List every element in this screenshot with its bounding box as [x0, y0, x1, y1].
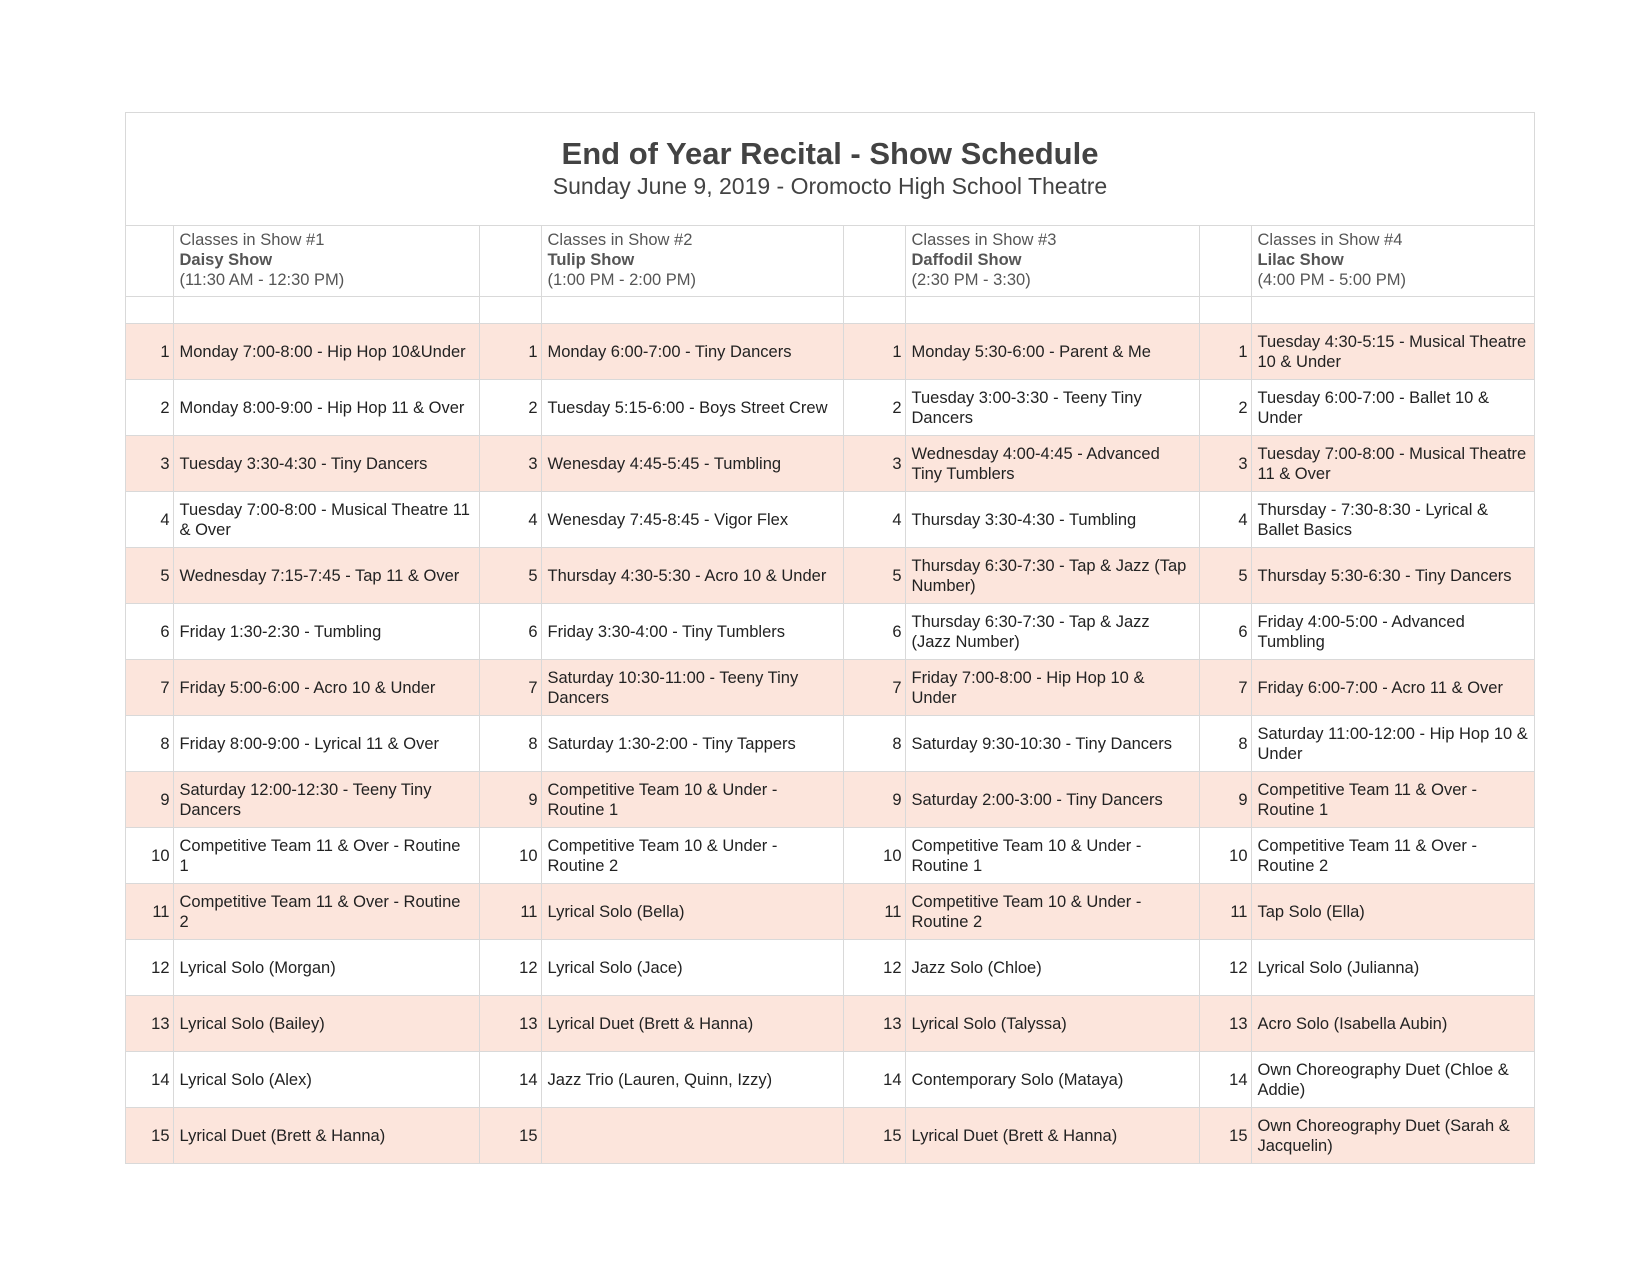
- show-header-cell[interactable]: [173, 226, 479, 297]
- class-item[interactable]: Lyrical Duet (Brett & Hanna): [173, 1108, 479, 1164]
- item-number: 11: [1199, 884, 1251, 940]
- schedule-sheet: [125, 112, 1535, 1164]
- item-number: 6: [126, 604, 173, 660]
- class-item[interactable]: Own Choreography Duet (Chloe & Addie): [1251, 1052, 1534, 1108]
- show-name: Daisy Show: [179, 251, 273, 269]
- show-header-cell[interactable]: [1251, 226, 1534, 297]
- page-subtitle: Sunday June 9, 2019 - Oromocto High School Theatre: [552, 173, 1108, 199]
- class-item[interactable]: Monday 6:00-7:00 - Tiny Dancers: [541, 324, 843, 380]
- class-item[interactable]: Own Choreography Duet (Sarah & Jacquelin): [1251, 1108, 1534, 1164]
- empty-cell: [479, 297, 541, 324]
- item-number: 4: [126, 492, 173, 548]
- class-item[interactable]: Competitive Team 10 & Under - Routine 1: [541, 772, 843, 828]
- item-number: 14: [479, 1052, 541, 1108]
- class-item[interactable]: Wednesday 4:00-4:45 - Advanced Tiny Tumblers: [905, 436, 1199, 492]
- table-row: [126, 940, 1534, 996]
- class-item[interactable]: Lyrical Solo (Bailey): [173, 996, 479, 1052]
- item-number: 2: [843, 380, 905, 436]
- schedule-table: [126, 226, 1534, 1163]
- page-title: End of Year Recital - Show Schedule: [561, 136, 1099, 171]
- class-item[interactable]: Tap Solo (Ella): [1251, 884, 1534, 940]
- show-time: (1:00 PM - 2:00 PM): [547, 271, 697, 289]
- table-row: [126, 492, 1534, 548]
- class-item[interactable]: Thursday 5:30-6:30 - Tiny Dancers: [1251, 548, 1534, 604]
- item-number: 5: [843, 548, 905, 604]
- class-item[interactable]: Lyrical Solo (Talyssa): [905, 996, 1199, 1052]
- item-number: 6: [843, 604, 905, 660]
- class-item[interactable]: Friday 6:00-7:00 - Acro 11 & Over: [1251, 660, 1534, 716]
- class-item[interactable]: Tuesday 7:00-8:00 - Musical Theatre 11 & Over: [173, 492, 479, 548]
- class-item[interactable]: Saturday 1:30-2:00 - Tiny Tappers: [541, 716, 843, 772]
- item-number: 8: [1199, 716, 1251, 772]
- class-item[interactable]: Saturday 10:30-11:00 - Teeny Tiny Dancers: [541, 660, 843, 716]
- class-item[interactable]: Contemporary Solo (Mataya): [905, 1052, 1199, 1108]
- class-item[interactable]: Saturday 9:30-10:30 - Tiny Dancers: [905, 716, 1199, 772]
- table-row: [126, 604, 1534, 660]
- item-number: 10: [843, 828, 905, 884]
- item-number: 2: [479, 380, 541, 436]
- item-number: 15: [843, 1108, 905, 1164]
- class-item[interactable]: Competitive Team 10 & Under - Routine 1: [905, 828, 1199, 884]
- show-caption: Classes in Show #2: [547, 231, 693, 249]
- show-time: (11:30 AM - 12:30 PM): [179, 271, 345, 289]
- table-row: [126, 548, 1534, 604]
- class-item[interactable]: Jazz Solo (Chloe): [905, 940, 1199, 996]
- empty-cell: [1251, 297, 1534, 324]
- item-number: 5: [479, 548, 541, 604]
- item-number: 14: [126, 1052, 173, 1108]
- class-item[interactable]: Wenesday 7:45-8:45 - Vigor Flex: [541, 492, 843, 548]
- class-item[interactable]: Tuesday 4:30-5:15 - Musical Theatre 10 & Under: [1251, 324, 1534, 380]
- item-number: 10: [1199, 828, 1251, 884]
- item-number: 15: [479, 1108, 541, 1164]
- empty-cell: [173, 297, 479, 324]
- class-item[interactable]: Friday 5:00-6:00 - Acro 10 & Under: [173, 660, 479, 716]
- show-name: Lilac Show: [1257, 251, 1344, 269]
- item-number: 8: [843, 716, 905, 772]
- class-item[interactable]: Friday 1:30-2:30 - Tumbling: [173, 604, 479, 660]
- table-row: [126, 772, 1534, 828]
- table-row: [126, 1108, 1534, 1164]
- class-item[interactable]: Lyrical Solo (Julianna): [1251, 940, 1534, 996]
- item-number: 2: [1199, 380, 1251, 436]
- item-number: 7: [479, 660, 541, 716]
- item-number: 3: [479, 436, 541, 492]
- class-item[interactable]: Friday 8:00-9:00 - Lyrical 11 & Over: [173, 716, 479, 772]
- class-item[interactable]: Competitive Team 11 & Over - Routine 2: [1251, 828, 1534, 884]
- class-item[interactable]: Saturday 2:00-3:00 - Tiny Dancers: [905, 772, 1199, 828]
- table-row: [126, 380, 1534, 436]
- item-number: 2: [126, 380, 173, 436]
- show-header-row: [126, 226, 1534, 297]
- empty-cell: [905, 297, 1199, 324]
- item-number: 10: [479, 828, 541, 884]
- class-item[interactable]: Friday 3:30-4:00 - Tiny Tumblers: [541, 604, 843, 660]
- show-time: (4:00 PM - 5:00 PM): [1257, 271, 1407, 289]
- item-number: 6: [1199, 604, 1251, 660]
- class-item[interactable]: Tuesday 7:00-8:00 - Musical Theatre 11 & Over: [1251, 436, 1534, 492]
- item-number: 1: [479, 324, 541, 380]
- class-item[interactable]: Saturday 11:00-12:00 - Hip Hop 10 & Under: [1251, 716, 1534, 772]
- item-number: 11: [126, 884, 173, 940]
- show-header-cell[interactable]: [541, 226, 843, 297]
- header-number-cell: [843, 226, 905, 297]
- item-number: 15: [1199, 1108, 1251, 1164]
- class-item[interactable]: Friday 4:00-5:00 - Advanced Tumbling: [1251, 604, 1534, 660]
- table-row: [126, 660, 1534, 716]
- item-number: 8: [479, 716, 541, 772]
- table-row: [126, 436, 1534, 492]
- class-item[interactable]: Wednesday 7:15-7:45 - Tap 11 & Over: [173, 548, 479, 604]
- item-number: 7: [126, 660, 173, 716]
- class-item[interactable]: Monday 8:00-9:00 - Hip Hop 11 & Over: [173, 380, 479, 436]
- item-number: 13: [126, 996, 173, 1052]
- table-row: [126, 716, 1534, 772]
- show-header-cell[interactable]: [905, 226, 1199, 297]
- item-number: 1: [843, 324, 905, 380]
- item-number: 9: [1199, 772, 1251, 828]
- class-item[interactable]: Tuesday 3:00-3:30 - Teeny Tiny Dancers: [905, 380, 1199, 436]
- item-number: 13: [479, 996, 541, 1052]
- class-item[interactable]: Lyrical Duet (Brett & Hanna): [905, 1108, 1199, 1164]
- empty-cell: [1199, 297, 1251, 324]
- item-number: 4: [1199, 492, 1251, 548]
- class-item[interactable]: Tuesday 5:15-6:00 - Boys Street Crew: [541, 380, 843, 436]
- item-number: 11: [843, 884, 905, 940]
- header-number-cell: [479, 226, 541, 297]
- show-name: Tulip Show: [547, 251, 635, 269]
- class-item[interactable]: Thursday 6:30-7:30 - Tap & Jazz (Tap Number): [905, 548, 1199, 604]
- item-number: 3: [1199, 436, 1251, 492]
- empty-cell: [541, 297, 843, 324]
- class-item[interactable]: Thursday 4:30-5:30 - Acro 10 & Under: [541, 548, 843, 604]
- empty-cell: [843, 297, 905, 324]
- show-caption: Classes in Show #4: [1257, 231, 1403, 249]
- item-number: 12: [1199, 940, 1251, 996]
- class-item[interactable]: [541, 1108, 843, 1164]
- item-number: 6: [479, 604, 541, 660]
- item-number: 10: [126, 828, 173, 884]
- item-number: 3: [843, 436, 905, 492]
- header-number-cell: [126, 226, 173, 297]
- class-item[interactable]: Competitive Team 11 & Over - Routine 2: [173, 884, 479, 940]
- item-number: 8: [126, 716, 173, 772]
- class-item[interactable]: Lyrical Solo (Morgan): [173, 940, 479, 996]
- show-time: (2:30 PM - 3:30): [911, 271, 1031, 289]
- item-number: 12: [479, 940, 541, 996]
- item-number: 4: [479, 492, 541, 548]
- item-number: 9: [126, 772, 173, 828]
- item-number: 13: [1199, 996, 1251, 1052]
- item-number: 1: [126, 324, 173, 380]
- item-number: 9: [843, 772, 905, 828]
- table-row: [126, 996, 1534, 1052]
- class-item[interactable]: Lyrical Solo (Jace): [541, 940, 843, 996]
- class-item[interactable]: Acro Solo (Isabella Aubin): [1251, 996, 1534, 1052]
- spacer-row: [126, 297, 1534, 324]
- item-number: 5: [1199, 548, 1251, 604]
- class-item[interactable]: Tuesday 3:30-4:30 - Tiny Dancers: [173, 436, 479, 492]
- class-item[interactable]: Monday 7:00-8:00 - Hip Hop 10&Under: [173, 324, 479, 380]
- class-item[interactable]: Competitive Team 11 & Over - Routine 1: [173, 828, 479, 884]
- item-number: 15: [126, 1108, 173, 1164]
- item-number: 9: [479, 772, 541, 828]
- item-number: 7: [1199, 660, 1251, 716]
- empty-cell: [126, 297, 173, 324]
- item-number: 14: [1199, 1052, 1251, 1108]
- table-row: [126, 828, 1534, 884]
- class-item[interactable]: Wenesday 4:45-5:45 - Tumbling: [541, 436, 843, 492]
- table-row: [126, 1052, 1534, 1108]
- header-number-cell: [1199, 226, 1251, 297]
- item-number: 11: [479, 884, 541, 940]
- item-number: 14: [843, 1052, 905, 1108]
- class-item[interactable]: Tuesday 6:00-7:00 - Ballet 10 & Under: [1251, 380, 1534, 436]
- class-item[interactable]: Thursday 6:30-7:30 - Tap & Jazz (Jazz Number): [905, 604, 1199, 660]
- item-number: 13: [843, 996, 905, 1052]
- item-number: 3: [126, 436, 173, 492]
- class-item[interactable]: Competitive Team 10 & Under - Routine 2: [905, 884, 1199, 940]
- item-number: 5: [126, 548, 173, 604]
- show-name: Daffodil Show: [911, 251, 1022, 269]
- class-item[interactable]: Lyrical Duet (Brett & Hanna): [541, 996, 843, 1052]
- schedule-body: [126, 226, 1534, 1163]
- class-item[interactable]: Jazz Trio (Lauren, Quinn, Izzy): [541, 1052, 843, 1108]
- class-item[interactable]: Monday 5:30-6:00 - Parent & Me: [905, 324, 1199, 380]
- class-item[interactable]: Lyrical Solo (Alex): [173, 1052, 479, 1108]
- class-item[interactable]: Thursday - 7:30-8:30 - Lyrical & Ballet Basics: [1251, 492, 1534, 548]
- item-number: 7: [843, 660, 905, 716]
- table-row: [126, 324, 1534, 380]
- title-block: [126, 113, 1534, 226]
- class-item[interactable]: Lyrical Solo (Bella): [541, 884, 843, 940]
- class-item[interactable]: Friday 7:00-8:00 - Hip Hop 10 & Under: [905, 660, 1199, 716]
- item-number: 1: [1199, 324, 1251, 380]
- show-caption: Classes in Show #1: [179, 231, 325, 249]
- item-number: 12: [843, 940, 905, 996]
- item-number: 12: [126, 940, 173, 996]
- table-row: [126, 884, 1534, 940]
- class-item[interactable]: Competitive Team 10 & Under - Routine 2: [541, 828, 843, 884]
- item-number: 4: [843, 492, 905, 548]
- class-item[interactable]: Saturday 12:00-12:30 - Teeny Tiny Dancers: [173, 772, 479, 828]
- class-item[interactable]: Competitive Team 11 & Over - Routine 1: [1251, 772, 1534, 828]
- show-caption: Classes in Show #3: [911, 231, 1057, 249]
- class-item[interactable]: Thursday 3:30-4:30 - Tumbling: [905, 492, 1199, 548]
